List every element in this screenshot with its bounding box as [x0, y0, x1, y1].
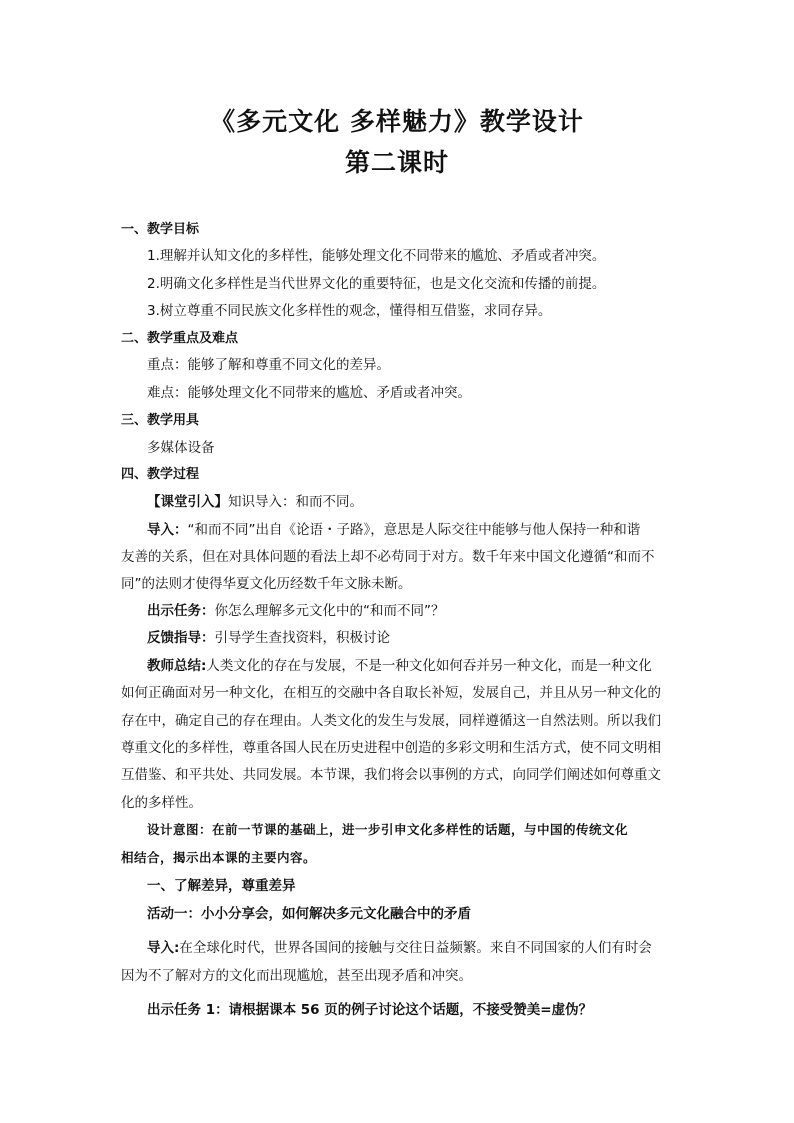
- task1-label: 出示任务 1：: [147, 1002, 229, 1018]
- tools-text: 多媒体设备: [147, 440, 215, 456]
- intro-line: [147, 492, 363, 512]
- activity-1-heading: 活动一：小小分享会，如何解决多元文化融合中的矛盾: [147, 906, 471, 922]
- lead2-label: 导入:: [147, 940, 180, 956]
- section-heading-objectives: 一、教学目标: [121, 222, 200, 237]
- lead-label: 导入：: [147, 522, 188, 538]
- summary-line-1: [147, 656, 652, 676]
- summary-line-5: 互借鉴、和平共处、共同发展。本节课，我们将会以事例的方式，向同学们阐述如何尊重文: [121, 767, 661, 783]
- intro-text: 知识导入：和而不同。: [228, 494, 363, 510]
- summary-label: 教师总结:: [147, 658, 207, 674]
- lead-line-2: 友善的关系，但在对具体问题的看法上却不必苟同于对方。数千年来中国文化遵循“和而不: [121, 549, 655, 565]
- section-heading-process: 四、教学过程: [121, 467, 200, 482]
- lead2-line-2: 因为不了解对方的文化而出现尴尬，甚至出现矛盾和冲突。: [121, 968, 472, 984]
- objective-item-2: 2.明确文化多样性是当代世界文化的重要特征，也是文化交流和传播的前提。: [147, 276, 606, 292]
- summary-text-1: 人类文化的存在与发展，不是一种文化如何吞并另一种文化，而是一种文化: [206, 658, 652, 674]
- key-point-text: 重点：能够了解和尊重不同文化的差异。: [147, 357, 390, 373]
- task-text: 你怎么理解多元文化中的“和而不同”？: [214, 603, 445, 619]
- objective-item-3: 3.树立尊重不同民族文化多样性的观念，懂得相互借鉴，求同存异。: [147, 303, 552, 319]
- lead2-text-1: 在全球化时代，世界各国间的接触与交往日益频繁。来自不同国家的人们有时会: [179, 940, 652, 956]
- section-heading-key-points: 二、教学重点及难点: [121, 331, 239, 346]
- document-title: 《多元文化 多样魅力》教学设计: [210, 107, 584, 136]
- design-intent-line-2: 相结合，揭示出本课的主要内容。: [121, 850, 317, 865]
- task-line: [147, 601, 445, 621]
- part1-heading: 一、了解差异，尊重差异: [147, 878, 296, 894]
- summary-line-4: 尊重文化的多样性，尊重各国人民在历史进程中创造的多彩文明和生活方式，使不同文明相: [121, 740, 661, 756]
- section-heading-tools: 三、教学用具: [121, 413, 200, 428]
- lead-line-1: [147, 520, 640, 540]
- feedback-label: 反馈指导：: [147, 630, 215, 646]
- summary-line-3: 存在中，确定自己的存在理由。人类文化的发生与发展，同样遵循这一自然法则。所以我们: [121, 713, 661, 729]
- summary-line-6: 化的多样性。: [121, 795, 202, 811]
- document-subtitle: 第二课时: [344, 148, 449, 177]
- task-label: 出示任务：: [147, 603, 215, 619]
- summary-line-2: 如何正确面对另一种文化，在相互的交融中各自取长补短，发展自己，并且从另一种文化的: [121, 685, 661, 701]
- lead-text-1: “和而不同”出自《论语・子路》，意思是人际交往中能够与他人保持一种和谐: [187, 522, 641, 538]
- intro-label: 【课堂引入】: [147, 494, 228, 510]
- task1-text: 请根据课本 56 页的例子讨论这个话题，不接受赞美=虚伪？: [228, 1002, 593, 1018]
- task1-line: [147, 1000, 592, 1020]
- feedback-line: [147, 628, 390, 648]
- lead-line-3: 同”的法则才使得华夏文化历经数千年文脉未断。: [121, 576, 412, 592]
- feedback-text: 引导学生查找资料，积极讨论: [214, 630, 390, 646]
- design-intent-line-1: 设计意图：在前一节课的基础上，进一步引申文化多样性的话题，与中国的传统文化: [147, 822, 629, 837]
- lead2-line-1: [147, 938, 652, 958]
- difficult-point-text: 难点：能够处理文化不同带来的尴尬、矛盾或者冲突。: [147, 385, 471, 401]
- objective-item-1: 1.理解并认知文化的多样性，能够处理文化不同带来的尴尬、矛盾或者冲突。: [147, 248, 606, 264]
